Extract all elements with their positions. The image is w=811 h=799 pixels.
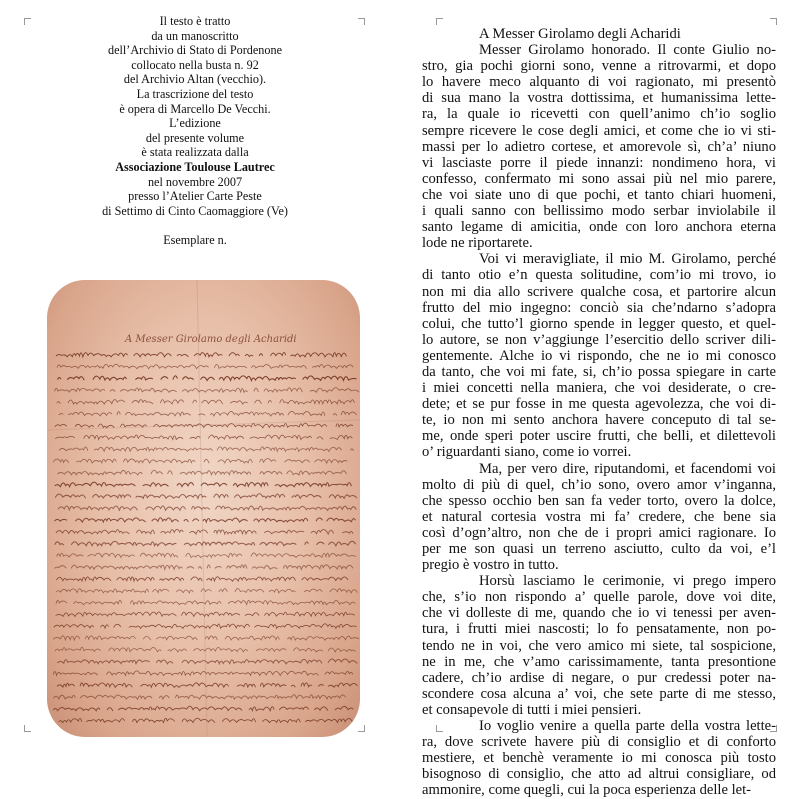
letter-line: cadere, ch’io ardise di negare, o pur credessi poter na-	[422, 669, 776, 686]
handwriting-line	[57, 470, 352, 475]
letter-line: di sua mano la vostra dottissima, et humanissima lette-	[422, 90, 776, 107]
colophon-line: L’edizione	[169, 116, 221, 131]
letter-line: scondere cosa alcuna a’ voi, che sete parte di me stesso,	[422, 685, 776, 702]
letter-body	[422, 42, 776, 798]
letter-line: tura, i frutti miei nascosti; lo fo pensatamente, non po-	[422, 621, 776, 638]
letter-line: ra, la quale io ricevetti con quell’animo ch’io soglio	[422, 106, 776, 123]
handwriting-line	[57, 683, 358, 688]
handwriting-line	[53, 671, 352, 676]
colophon-line: di Settimo di Cinto Caomaggiore (Ve)	[102, 203, 288, 218]
letter-line: ammonire, come quegli, cui la poca esperienza delle let-	[422, 782, 752, 799]
letter-line: così d’ogn’altro, non che de i propri amici ragionare. Io	[422, 524, 776, 541]
letter-line: per me son quasi un terreno asciutto, culto da voi, e’l	[422, 541, 776, 557]
handwriting-line	[56, 589, 357, 593]
letter-line: molto di più di quel, ch’io sono, overo amor v’inganna,	[422, 476, 776, 493]
colophon-line: da un manoscritto	[151, 28, 239, 43]
letter-line: te, io non mi sento anchora havere conceputo di tal se-	[422, 412, 776, 429]
letter-line: massi per lo adietro cortese, et amorevole sì, ch’a’ niuno	[422, 138, 776, 155]
colophon-line: è stata realizzata dalla	[141, 145, 249, 160]
letter-line: vi lasciaste porre il piede innanzi: nondimeno hora, vi	[422, 154, 776, 171]
letter-heading: A Messer Girolamo degli Acharidi	[479, 26, 681, 42]
letter-line: sempre ricevere le cose degli amici, et come che io vi sti-	[422, 122, 776, 139]
letter-line: i quali sanno con bellissimo modo serbar inviolabile il	[422, 203, 776, 220]
colophon-line: collocato nella busta n. 92	[131, 57, 259, 72]
letter-line: ra, dove scrivete havere più di consiglio et di conforto	[422, 734, 776, 751]
colophon	[30, 14, 360, 248]
letter-line: Messer Girolamo honorado. Il conte Giulio no-	[479, 42, 776, 59]
handwriting-line	[55, 647, 360, 652]
esemplare-label: Esemplare n.	[163, 233, 227, 248]
handwriting-line	[53, 706, 353, 711]
handwriting-line	[55, 388, 359, 393]
colophon-line: è opera di Marcello De Vecchi.	[119, 101, 271, 116]
letter-line: lo autore, se non v’aggiunge l’esercitio dello scriver dili-	[422, 331, 776, 348]
handwriting-line	[57, 553, 356, 558]
handwriting-line	[59, 718, 353, 723]
letter-line: Ma, per vero dire, riputandomi, et facendomi voi	[479, 460, 776, 477]
letter-line: che voi siate uno di que pochi, et tanto chiari huomeni,	[422, 186, 776, 203]
handwriting-line	[58, 376, 357, 381]
manuscript-heading: A Messer Girolamo degli Acharidi	[125, 334, 297, 345]
letter-line: santo legame di amicitia, onde con loro anchora eterna	[422, 219, 776, 236]
letter-line: dete; et se pur fosse in me questa agevolezza, che voi di-	[422, 396, 776, 413]
handwriting-line	[54, 624, 357, 629]
letter-line: che vi dolleste di me, quando che io vi tenessi per aven-	[422, 605, 776, 622]
letter-line: tendo ne in voi, che vero amico mi siete, tal sospicione,	[422, 637, 776, 654]
letter-line: pregio è vostro in tutto.	[422, 557, 559, 574]
letter-line: confesso, confermato mi sono assai più nel mio parere,	[422, 170, 776, 187]
letter-line: bisognoso di consiglio, che atto ad altrui consigliare, od	[422, 766, 776, 783]
handwriting-line	[56, 600, 360, 605]
letter-line: mestiere, et benchè veramente io mi conosca più tosto	[422, 750, 776, 767]
letter-line: et natural cortesia vostra mi fa’ credere, che bene sia	[422, 508, 776, 525]
crop-mark-bottom-left	[24, 725, 31, 732]
letter-line: lode ne riportarete.	[422, 235, 533, 252]
letter-line: da tanto, che voi mi fate, si, ch’io possa spiegare in carte	[422, 363, 776, 380]
handwriting-line	[55, 541, 356, 545]
handwriting-line	[53, 459, 355, 464]
handwriting-line	[58, 506, 360, 510]
letter-line: o’ riguardanti siano, come io vorrei.	[422, 444, 632, 461]
handwriting-line	[59, 447, 354, 452]
letter-line: et consapevole di tutti i miei pensieri.	[422, 701, 642, 718]
handwriting-line	[57, 400, 360, 405]
handwriting-line	[57, 659, 357, 664]
handwriting-line	[55, 435, 360, 439]
colophon-line: presso l’Atelier Carte Peste	[128, 189, 262, 204]
letter-line: non mi dia allo scrivere qualche cosa, et partorire alcun	[422, 283, 776, 300]
publisher-name: Associazione Toulouse Lautrec	[115, 159, 275, 174]
handwriting-line	[57, 364, 353, 369]
letter-line: i miei concetti nella maniera, che voi desiderate, o cre-	[422, 380, 776, 397]
handwriting-line	[54, 695, 354, 700]
handwriting-line	[56, 352, 352, 356]
letter-line: ne in me, che v’amo carissimamente, tanta presontione	[422, 653, 776, 670]
handwriting-line	[59, 411, 357, 416]
colophon-line: La trascrizione del testo	[136, 86, 254, 101]
letter-line: me, onde speri poter uscire frutti, che belli, et dilettevoli	[422, 428, 776, 445]
letter-line: colui, che tutto’l giorno spende in legger questo, et quel-	[422, 315, 776, 332]
manuscript-image	[47, 280, 360, 737]
letter-line: Horsù lasciamo le cerimonie, vi prego impero	[479, 573, 776, 590]
letter-line: che spesso occhio ben san fa veder torto, overo la dolce,	[422, 492, 776, 509]
letter-line: Io voglio venire a quella parte della vostra lette-	[479, 718, 776, 735]
handwriting-line	[56, 612, 355, 617]
handwriting-line	[55, 494, 357, 499]
letter-line: di tanto otio e’n questa solitudine, com’io mi trovo, io	[422, 267, 776, 284]
colophon-line: nel novembre 2007	[147, 174, 243, 189]
letter-line: lo havere meco alquanto di voi ragionato, mi presentò	[422, 74, 776, 91]
letter-text	[422, 26, 776, 799]
colophon-line: del presente volume	[145, 130, 245, 145]
crop-mark-top-right-right-page	[770, 18, 777, 25]
letter-line: stro, gia pochi giorni sono, venne a ritrovarmi, et dopo	[422, 58, 776, 75]
colophon-line: Il testo è tratto	[159, 14, 231, 28]
paper-fold	[47, 420, 360, 430]
letter-line: che, s’io non rispondo a’ quelle parole, dove voi dite,	[422, 589, 776, 606]
letter-line: gentemente. Alche io vi rispondo, che ne io mi conosco	[422, 347, 776, 364]
letter-line: Voi vi meravigliate, il mio M. Girolamo, perché	[479, 251, 776, 268]
handwriting-line	[56, 577, 352, 581]
colophon-line: del Archivio Altan (vecchio).	[123, 72, 267, 87]
crop-mark-top-left-right-page	[436, 18, 443, 25]
handwriting-line	[53, 636, 359, 640]
colophon-line: dell’Archivio di Stato di Pordenone	[108, 43, 282, 58]
handwriting-line	[55, 518, 356, 522]
handwriting-line	[55, 482, 357, 487]
manuscript-handwriting	[47, 280, 360, 737]
handwriting-line	[56, 529, 353, 534]
letter-line: frutto del mio ingegno: conciò sia che’ndarno s’adopra	[422, 299, 776, 316]
